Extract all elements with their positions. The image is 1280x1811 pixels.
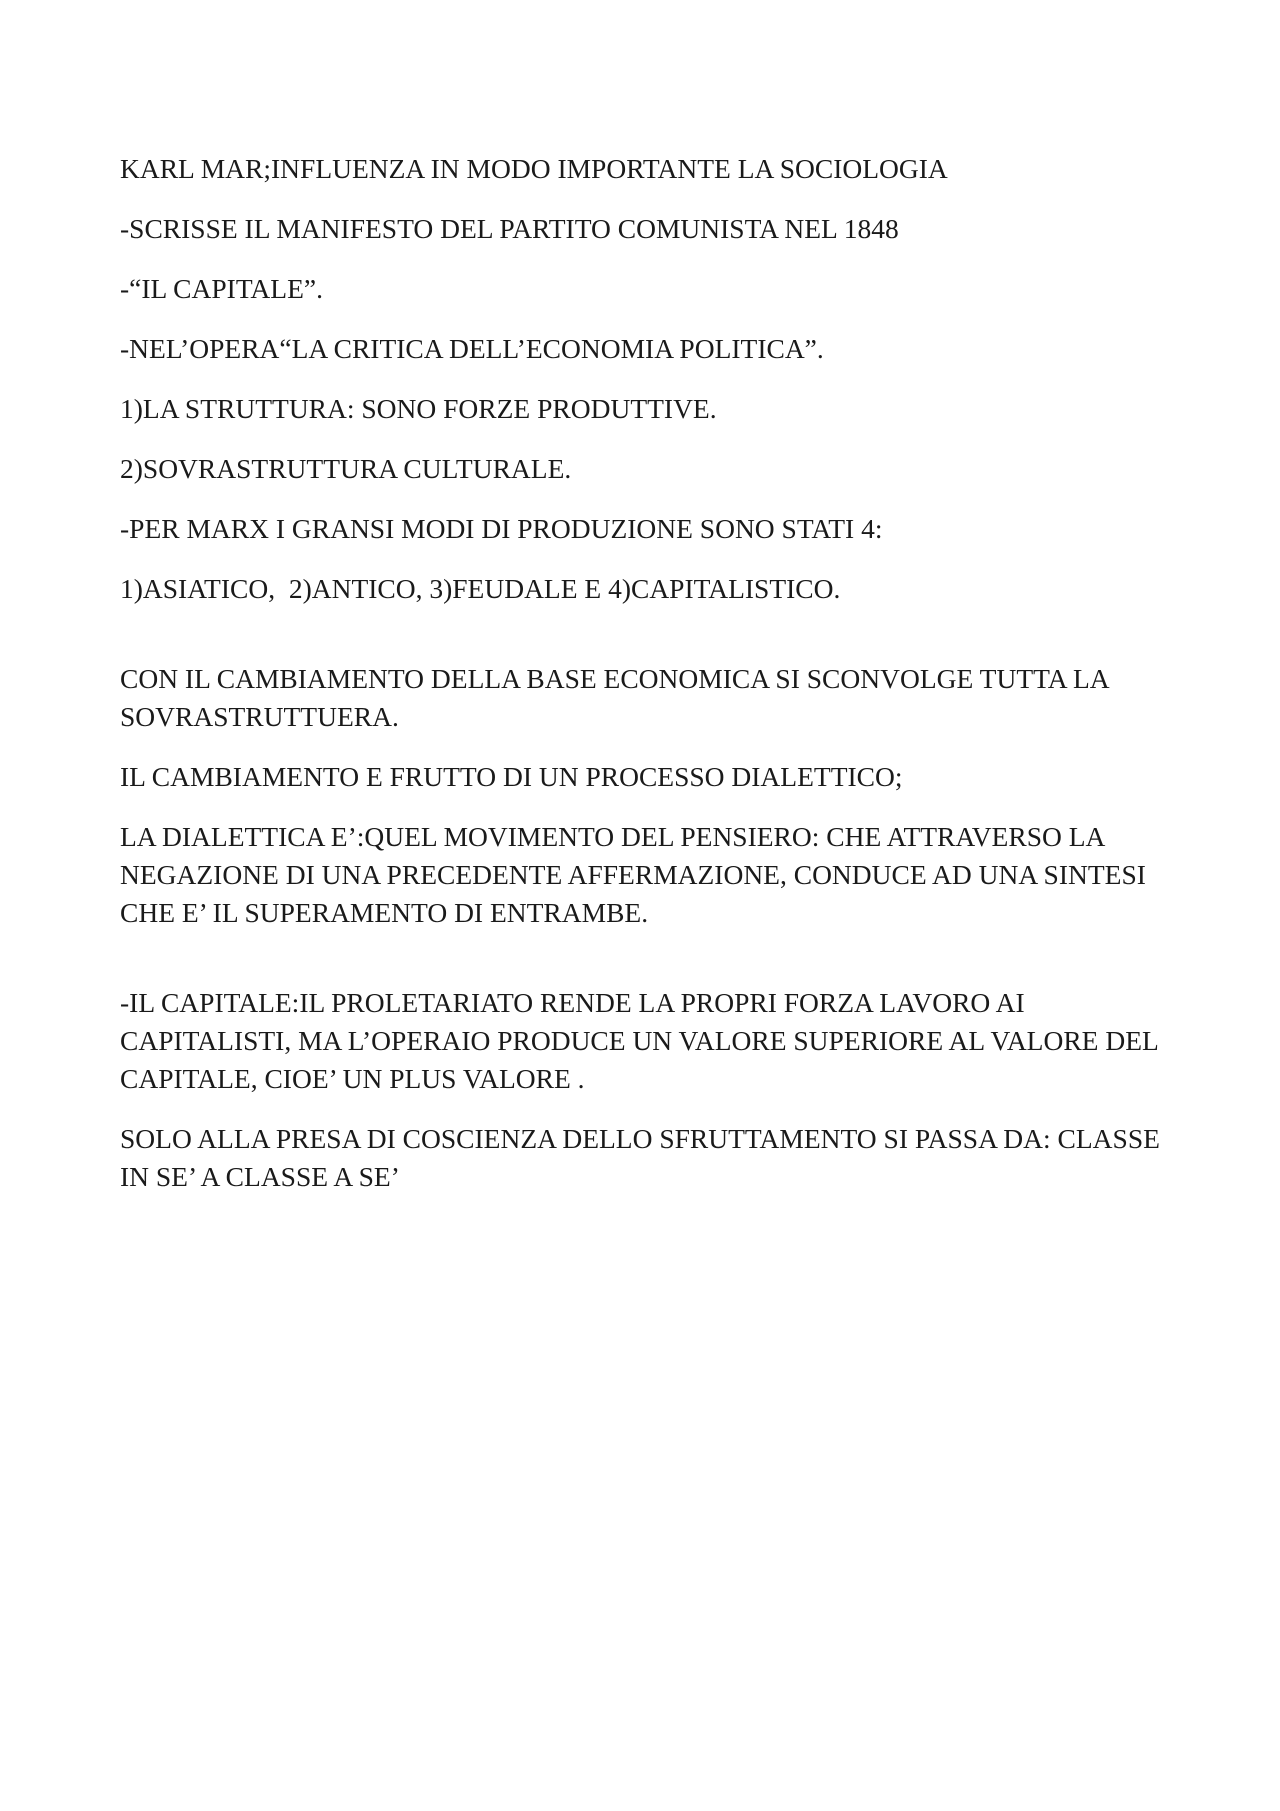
- paragraph-base-economica: CON IL CAMBIAMENTO DELLA BASE ECONOMICA SI SCONVOLGE TUTTA LA SOVRASTRUTTUERA.: [120, 663, 1115, 732]
- paragraph-sovrastruttura: 2)SOVRASTRUTTURA CULTURALE.: [120, 453, 572, 484]
- paragraph-coscienza-classe: SOLO ALLA PRESA DI COSCIENZA DELLO SFRUTTAMENTO SI PASSA DA: CLASSE IN SE’ A CLASSE A SE’: [120, 1123, 1167, 1192]
- document-body: [120, 150, 1180, 1218]
- paragraph-manifesto: -SCRISSE IL MANIFESTO DEL PARTITO COMUNISTA NEL 1848: [120, 213, 899, 244]
- paragraph-processo-dialettico: IL CAMBIAMENTO E FRUTTO DI UN PROCESSO DIALETTICO;: [120, 761, 903, 792]
- paragraph-marx-influence: KARL MAR;INFLUENZA IN MODO IMPORTANTE LA SOCIOLOGIA: [120, 153, 948, 184]
- paragraph-critica-economia: -NEL’OPERA“LA CRITICA DELL’ECONOMIA POLITICA”.: [120, 333, 824, 364]
- paragraph-struttura: 1)LA STRUTTURA: SONO FORZE PRODUTTIVE.: [120, 393, 717, 424]
- paragraph-definizione-dialettica: LA DIALETTICA E’:QUEL MOVIMENTO DEL PENSIERO: CHE ATTRAVERSO LA NEGAZIONE DI UNA PRECEDENTE AFFERMAZIONE, CONDUCE AD UNA SINTESI CHE E’ IL SUPERAMENTO DI ENTRAMBE.: [120, 821, 1153, 928]
- paragraph-modi-produzione: -PER MARX I GRANSI MODI DI PRODUZIONE SONO STATI 4:: [120, 513, 883, 544]
- paragraph-il-capitale: -“IL CAPITALE”.: [120, 273, 323, 304]
- paragraph-plusvalore: -IL CAPITALE:IL PROLETARIATO RENDE LA PROPRI FORZA LAVORO AI CAPITALISTI, MA L’OPERAIO PRODUCE UN VALORE SUPERIORE AL VALORE DEL CAPITALE, CIOE’ UN PLUS VALORE .: [120, 987, 1165, 1094]
- paragraph-modi-elenco: 1)ASIATICO, 2)ANTICO, 3)FEUDALE E 4)CAPITALISTICO.: [120, 573, 841, 604]
